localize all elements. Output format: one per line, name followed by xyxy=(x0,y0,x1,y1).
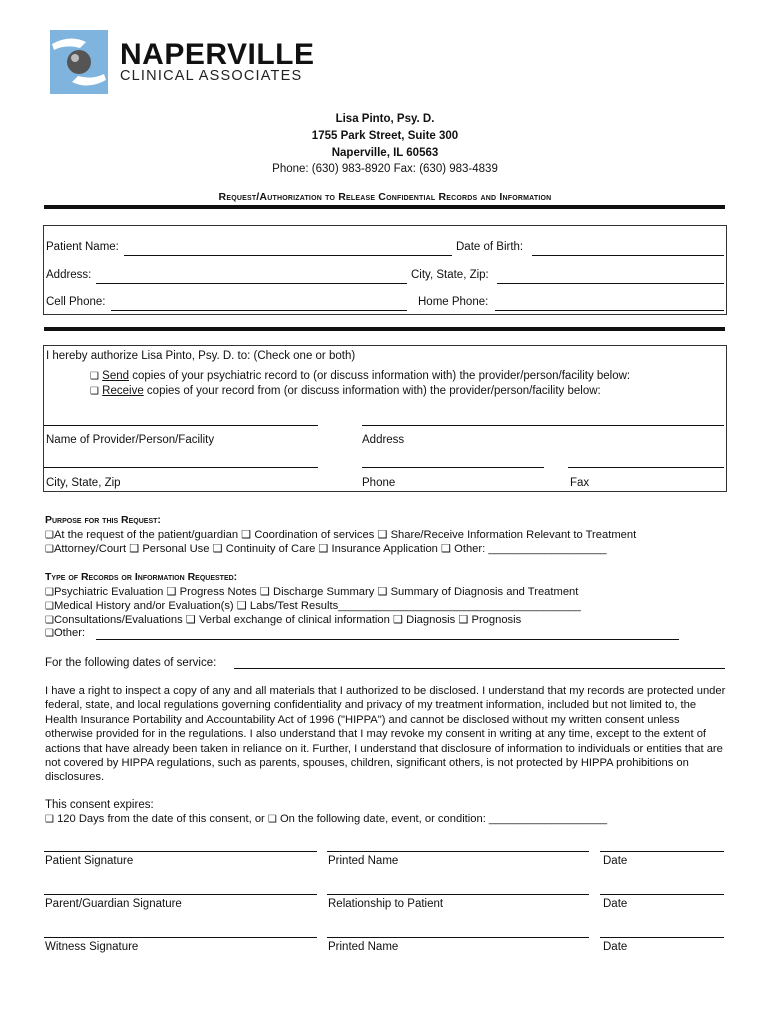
dates-field[interactable] xyxy=(234,668,725,669)
provider-address-label: Address xyxy=(362,434,405,446)
provider-name: Lisa Pinto, Psy. D. xyxy=(335,113,435,125)
records-line-1[interactable]: ❑Psychiatric Evaluation ❑ Progress Notes ❑ Discharge Summary ❑ Summary of Diagnosis and Treatment xyxy=(45,586,579,598)
witness-signature-label: Witness Signature xyxy=(45,941,139,953)
provider-name-label: Name of Provider/Person/Facility xyxy=(46,434,215,446)
guardian-signature-label: Parent/Guardian Signature xyxy=(45,898,182,910)
checkbox-icon[interactable]: ❑ xyxy=(45,530,54,541)
purpose-heading: Purpose for this Request: xyxy=(45,514,161,526)
logo-subtitle: CLINICAL ASSOCIATES xyxy=(120,68,303,84)
receive-text: copies of your record from (or discuss information with) the provider/person/facility below: xyxy=(143,385,601,397)
purpose-line-1[interactable]: ❑At the request of the patient/guardian ❑ Coordination of services ❑ Share/Receive Information Relevant to Treatment xyxy=(45,529,637,541)
rights-paragraph: I have a right to inspect a copy of any and all materials that I authorized to be disclosed. I understand that my records are protected under federal, state, and local regulations governing confidentiality and privacy of my treatment information, included but not limited to, the Health Insurance Portability and Accountability Act of 1996 ("HIPPA") and cannot be disclosed without my written consent unless otherwise provided for in the regulations. I also understand that I may revoke my consent in writing at any time, except to the extent of actions that have already been taken in reliance on it. Further, I understand that disclosure of information to individuals or entities that are not covered by HIPPA regulations, such as parents, spouses, children, significant others, is not protected by HIPPA prohibitions on disclosures. xyxy=(45,685,726,784)
provider-contact: Phone: (630) 983-8920 Fax: (630) 983-4839 xyxy=(272,163,498,175)
provider-phone-field[interactable] xyxy=(362,467,544,468)
date-label: Date xyxy=(603,855,628,867)
checkbox-icon[interactable]: ❑ xyxy=(45,601,54,612)
checkbox-icon[interactable]: ❑ xyxy=(45,587,54,598)
relationship-label: Relationship to Patient xyxy=(328,898,444,910)
send-word: Send xyxy=(102,370,130,382)
checkbox-icon[interactable]: ❑ xyxy=(45,814,54,825)
date-field[interactable] xyxy=(600,937,724,938)
records-heading: Type of Records or Information Requested: xyxy=(45,571,238,583)
home-phone-field[interactable] xyxy=(495,310,724,311)
provider-city: Naperville, IL 60563 xyxy=(331,147,439,159)
checkbox-icon[interactable]: ❑ xyxy=(90,371,99,382)
divider xyxy=(44,327,725,331)
printed-name-label: Printed Name xyxy=(328,855,399,867)
authorize-intro: I hereby authorize Lisa Pinto, Psy. D. to: (Check one or both) xyxy=(46,350,356,362)
address-field[interactable] xyxy=(96,283,407,284)
form-title: Request/Authorization to Release Confidential Records and Information xyxy=(218,191,552,203)
divider xyxy=(44,205,725,209)
checkbox-icon[interactable]: ❑ xyxy=(90,386,99,397)
receive-option[interactable] xyxy=(90,385,601,397)
provider-address-field[interactable] xyxy=(362,425,724,426)
logo-mark xyxy=(50,30,108,94)
patient-signature-field[interactable] xyxy=(44,851,317,852)
records-line-4[interactable]: ❑Other: xyxy=(45,627,86,639)
consent-expires-label: This consent expires: xyxy=(45,799,154,811)
purpose-line-2[interactable]: ❑Attorney/Court ❑ Personal Use ❑ Continuity of Care ❑ Insurance Application ❑ Other: ___________________ xyxy=(45,543,607,555)
patient-info-box xyxy=(43,225,727,315)
provider-street: 1755 Park Street, Suite 300 xyxy=(311,130,459,142)
city-state-zip-label: City, State, Zip: xyxy=(411,269,489,281)
checkbox-icon[interactable]: ❑ xyxy=(45,544,54,555)
home-phone-label: Home Phone: xyxy=(418,296,489,308)
cell-phone-field[interactable] xyxy=(111,310,407,311)
provider-phone-label: Phone xyxy=(362,477,396,489)
checkbox-icon[interactable]: ❑ xyxy=(45,628,54,639)
dob-field[interactable] xyxy=(532,255,724,256)
city-state-zip-field[interactable] xyxy=(497,283,724,284)
globe-hands-icon xyxy=(50,30,108,94)
date-field[interactable] xyxy=(600,894,724,895)
provider-csz-label: City, State, Zip xyxy=(46,477,121,489)
checkbox-icon[interactable]: ❑ xyxy=(267,814,277,825)
send-option[interactable] xyxy=(90,370,630,382)
date-label: Date xyxy=(603,898,628,910)
address-label: Address: xyxy=(46,269,92,281)
dob-label: Date of Birth: xyxy=(456,241,524,253)
records-line-2[interactable]: ❑Medical History and/or Evaluation(s) ❑ Labs/Test Results_______________________________________ xyxy=(45,600,581,612)
patient-name-field[interactable] xyxy=(124,255,452,256)
send-text: copies of your psychiatric record to (or discuss information with) the provider/person/facility below: xyxy=(129,370,631,382)
consent-options[interactable]: ❑ 120 Days from the date of this consent, or ❑ On the following date, event, or condition: ___________________ xyxy=(45,813,608,825)
authorization-box xyxy=(43,345,727,492)
checkbox-icon[interactable]: ❑ xyxy=(45,615,54,626)
dates-label: For the following dates of service: xyxy=(45,657,217,669)
witness-signature-field[interactable] xyxy=(44,937,317,938)
records-line-3[interactable]: ❑Consultations/Evaluations ❑ Verbal exchange of clinical information ❑ Diagnosis ❑ Prognosis xyxy=(45,614,522,626)
patient-name-label: Patient Name: xyxy=(46,241,119,253)
receive-word: Receive xyxy=(102,385,144,397)
provider-fax-label: Fax xyxy=(570,477,590,489)
provider-name-field[interactable] xyxy=(44,425,318,426)
printed-name-label: Printed Name xyxy=(328,941,399,953)
cell-phone-label: Cell Phone: xyxy=(46,296,106,308)
printed-name-field[interactable] xyxy=(327,851,589,852)
guardian-signature-field[interactable] xyxy=(44,894,317,895)
patient-signature-label: Patient Signature xyxy=(45,855,134,867)
relationship-field[interactable] xyxy=(327,894,589,895)
date-field[interactable] xyxy=(600,851,724,852)
logo-name: NAPERVILLE xyxy=(120,38,315,71)
provider-fax-field[interactable] xyxy=(568,467,724,468)
provider-csz-field[interactable] xyxy=(44,467,318,468)
printed-name-field[interactable] xyxy=(327,937,589,938)
records-other-field[interactable] xyxy=(96,639,679,640)
date-label: Date xyxy=(603,941,628,953)
